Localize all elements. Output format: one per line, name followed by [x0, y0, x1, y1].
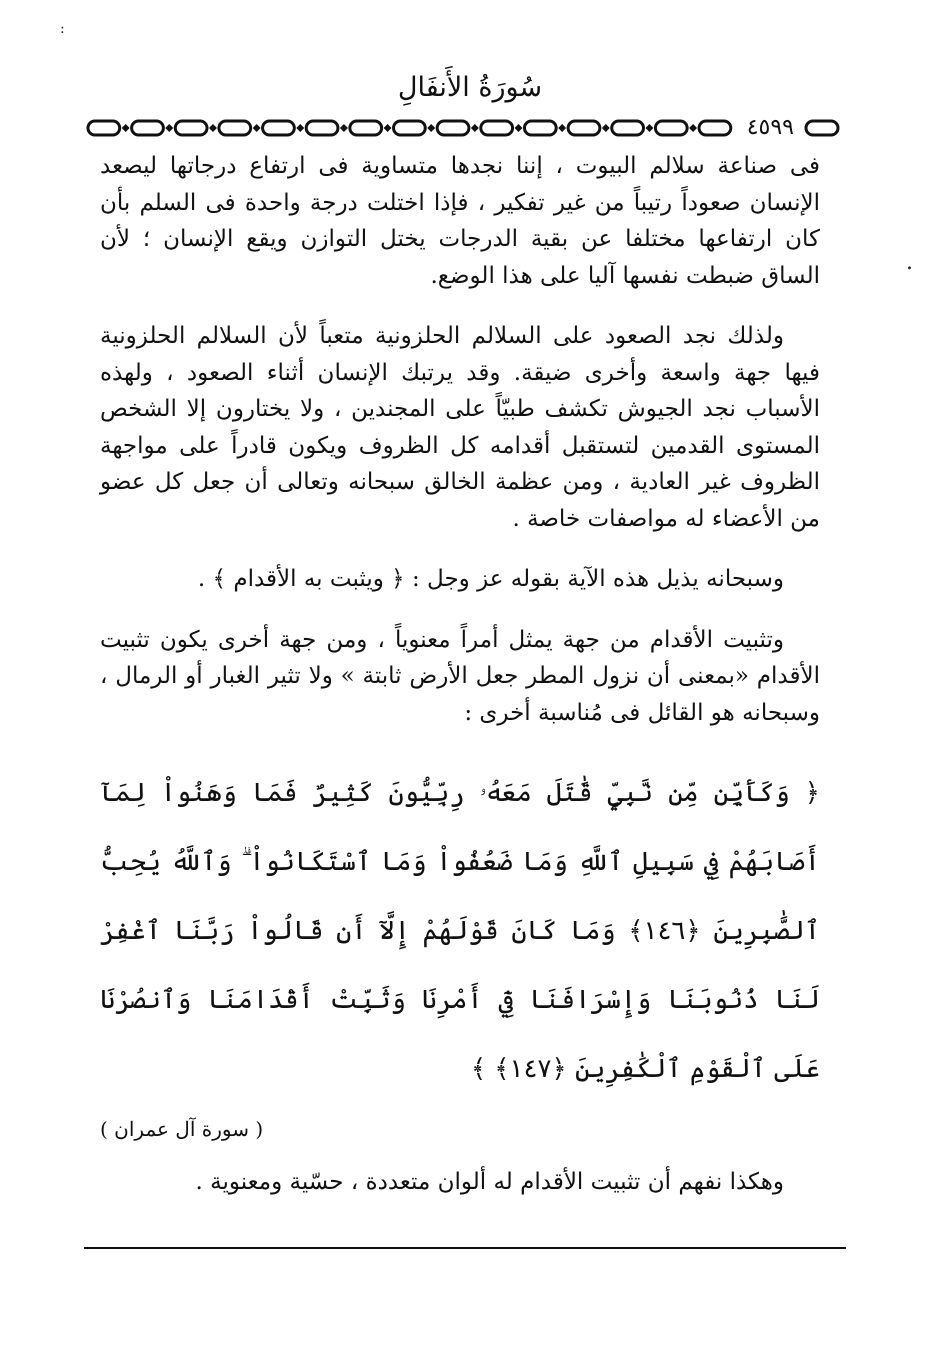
- surah-title: سُورَةُ الأَنفَالِ: [397, 72, 543, 103]
- ornament-border-left: [84, 116, 739, 140]
- paragraph-5: وهكذا نفهم أن تثبيت الأقدام له ألوان متعددة ، حسّية ومعنوية .: [195, 1169, 784, 1195]
- margin-dot: .: [906, 250, 913, 275]
- paragraph-4: وتثبيت الأقدام من جهة يمثل أمراً معنوياً ، ومن جهة أخرى يكون تثبيت الأقدام «بمعنى أن نزول المطر جعل الأرض ثابتة » ولا تثير الغبار أو الرمال ، وسبحانه هو القائل فى مُناسبة أخرى :: [100, 626, 820, 726]
- quran-verse: ﴿ وَكَأَيِّن مِّن نَّبِيٍّ قَٰتَلَ مَعَهُۥ رِبِّيُّونَ كَثِيرٌ فَمَا وَهَنُواْ لِمَآ أَصَابَهُمْ فِي سَبِيلِ ٱللَّهِ وَمَا ضَعُفُواْ وَمَا ٱسْتَكَانُواْ ۗ وَٱللَّهُ يُحِبُّ ٱلصَّٰبِرِينَ ﴿١٤٦﴾ وَمَا كَانَ قَوْلَهُمْ إِلَّآ أَن قَالُواْ رَبَّنَا ٱغْفِرْ لَنَا ذُنُوبَنَا وَإِسْرَافَنَا فِيٓ أَمْرِنَا وَثَبِّتْ أَقْدَامَنَا وَٱنصُرْنَا عَلَى ٱلْقَوْمِ ٱلْكَٰفِرِينَ ﴿١٤٧﴾ ﴾: [100, 778, 820, 1084]
- footer-rule: [84, 1247, 846, 1249]
- paragraph-1: فى صناعة سلالم البيوت ، إننا نجدها متساوية فى ارتفاع درجاتها ليصعد الإنسان صعوداً رتيباً من غير تفكير ، فإذا اختلت درجة واحدة فى السلم بأن كان ارتفاعها مختلفا عن بقية الدرجات يختل التوازن ويقع الإنسان ؛ لأن الساق ضبطت نفسها آليا على هذا الوضع.: [100, 153, 820, 289]
- header-border: [84, 116, 842, 140]
- margin-mark: :: [60, 21, 65, 37]
- page-body: [100, 148, 820, 1201]
- ornament-border-right: [802, 116, 842, 140]
- paragraph-3: وسبحانه يذيل هذه الآية بقوله عز وجل : ﴿ ويثبت به الأقدام ﴾ .: [197, 566, 784, 592]
- page-number: ٤٥٩٩: [746, 115, 794, 140]
- paragraph-2: ولذلك نجد الصعود على السلالم الحلزونية متعباً لأن السلالم الحلزونية فيها جهة واسعة وأخرى ضيقة. وقد يرتبك الإنسان أثناء الصعود ، ولهذه الأسباب نجد الجيوش تكشف طبيّاً على المجندين ، ولا يختارون إلا الشخص المستوى القدمين لتستقبل أقدامه كل الظروف ويكون قادراً على مواجهة الظروف غير العادية ، ومن عظمة الخالق سبحانه وتعالى أن جعل كل عضو من الأعضاء له مواصفات خاصة .: [100, 323, 820, 532]
- verse-source: ( سورة آل عمران ): [100, 1117, 264, 1141]
